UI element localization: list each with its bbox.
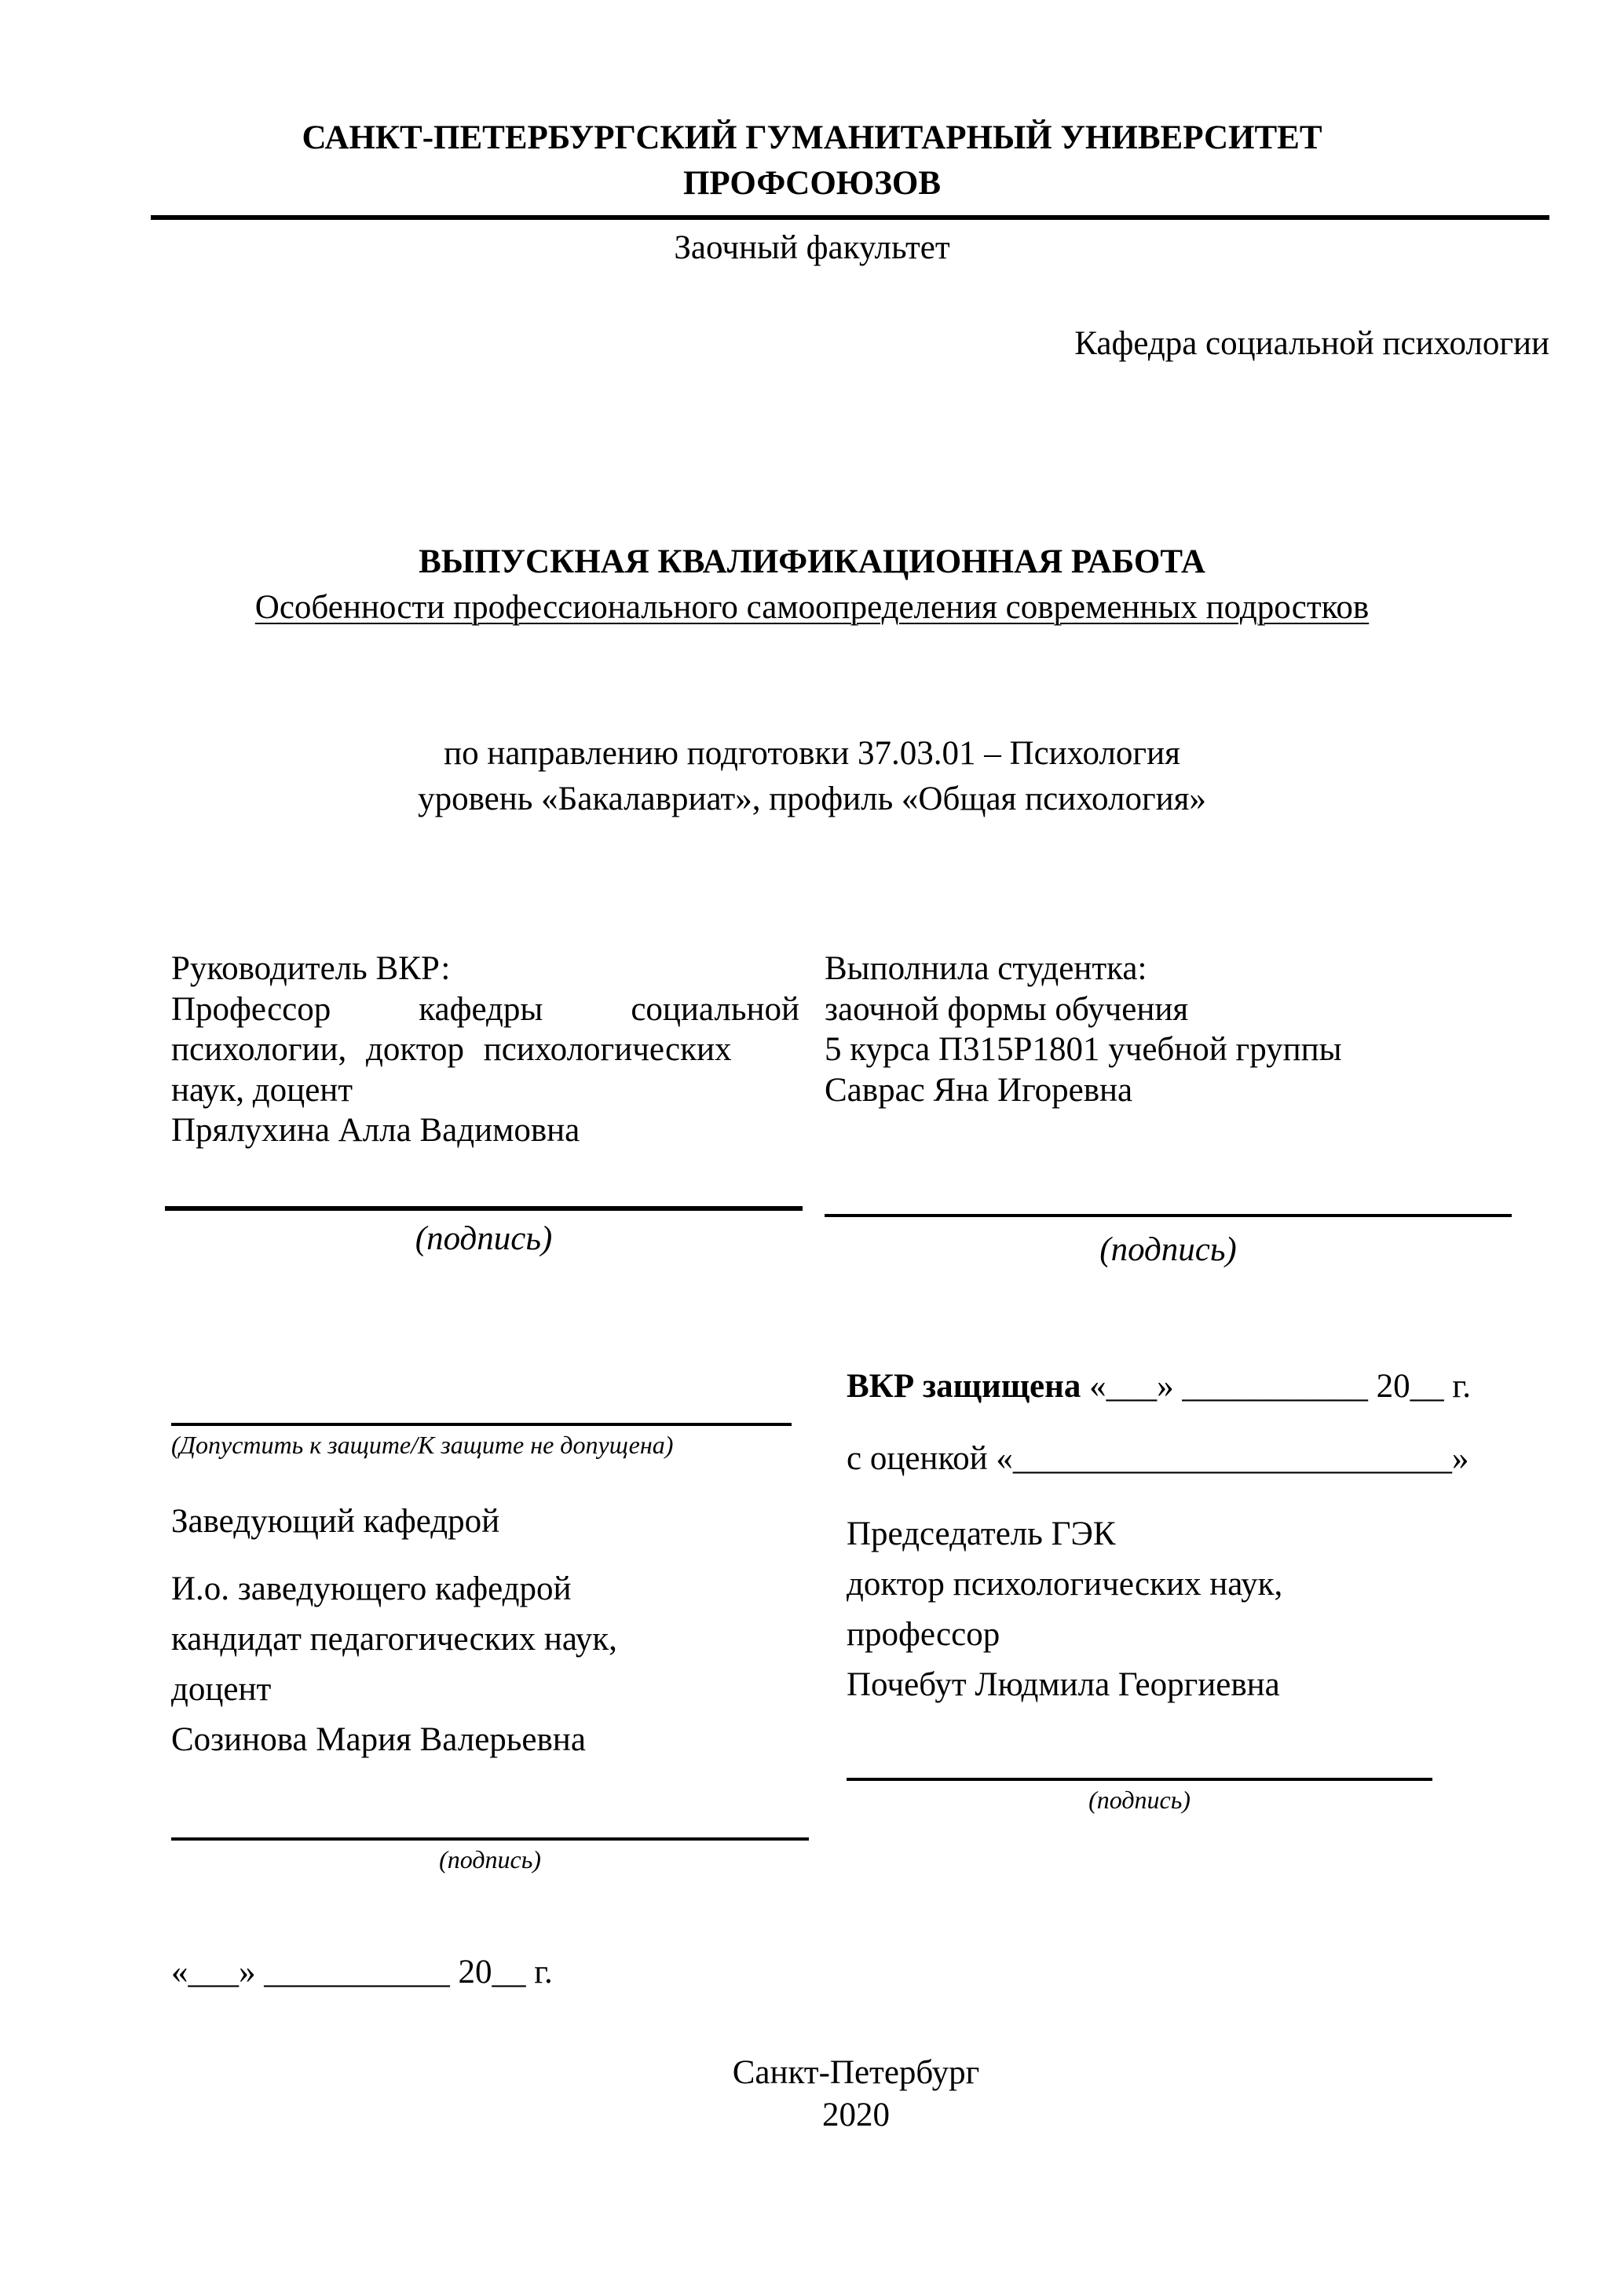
supervisor-signature-line[interactable] [165, 1206, 803, 1211]
admission-date-line[interactable]: «___» ___________ 20__ г. [171, 1954, 553, 1991]
head-block [171, 1564, 617, 1765]
supervisor-block [171, 949, 799, 1151]
student-block [825, 949, 1531, 1110]
admission-caption: (Допустить к защите/К защите не допущена) [171, 1431, 674, 1459]
university-name-line1: САНКТ-ПЕТЕРБУРГСКИЙ ГУМАНИТАРНЫЙ УНИВЕРСИТЕТ [302, 119, 1322, 156]
supervisor-position-word: Профессор [171, 990, 331, 1028]
head-position-line2: кандидат педагогических наук, [171, 1621, 617, 1658]
chair-signature-line[interactable] [847, 1778, 1432, 1781]
student-signature-caption: (подпись) [1099, 1231, 1237, 1268]
chair-position-line2: профессор [847, 1616, 1000, 1653]
head-name: Созинова Мария Валерьевна [171, 1721, 586, 1758]
student-signature-line[interactable] [825, 1214, 1512, 1217]
chair-signature-caption: (подпись) [1088, 1786, 1191, 1814]
supervisor-position-line1 [171, 989, 799, 1030]
head-position-line1: И.о. заведующего кафедрой [171, 1570, 572, 1607]
work-type-title: ВЫПУСКНАЯ КВАЛИФИКАЦИОННАЯ РАБОТА [419, 543, 1205, 580]
student-name: Саврас Яна Игоревна [825, 1071, 1133, 1109]
student-line1: заочной формы обучения [825, 990, 1189, 1028]
student-line2: 5 курса П315Р1801 учебной группы [825, 1031, 1342, 1069]
thesis-topic: Особенности профессионального самоопределения современных подростков [254, 589, 1370, 626]
chair-label: Председатель ГЭК [847, 1515, 1116, 1552]
university-name-line2: ПРОФСОЮЗОВ [682, 165, 942, 202]
supervisor-position-line2: психологии, доктор психологических [171, 1031, 732, 1069]
student-label: Выполнила студентка: [825, 950, 1147, 987]
head-position-line3: доцент [171, 1671, 272, 1708]
supervisor-position-word: кафедры [419, 990, 543, 1028]
defended-date[interactable]: «___» ___________ 20__ г. [1081, 1368, 1471, 1405]
faculty-label: Заочный факультет [674, 229, 950, 266]
chair-name: Почебут Людмила Георгиевна [847, 1666, 1280, 1703]
head-signature-caption: (подпись) [439, 1845, 541, 1874]
defended-label: ВКР защищена [847, 1368, 1081, 1405]
supervisor-label: Руководитель ВКР: [171, 950, 451, 987]
head-label: Заведующий кафедрой [171, 1503, 500, 1540]
supervisor-position-word: социальной [631, 990, 799, 1028]
footer-year: 2020 [822, 2097, 890, 2133]
direction-line2: уровень «Бакалавриат», профиль «Общая психология» [418, 781, 1206, 817]
footer-city: Санкт-Петербург [732, 2054, 980, 2091]
department-label: Кафедра социальной психологии [1074, 325, 1549, 362]
chair-position-line1: доктор психологических наук, [847, 1566, 1283, 1603]
chair-block [847, 1509, 1282, 1710]
supervisor-name: Прялухина Алла Вадимовна [171, 1112, 580, 1150]
supervisor-position-line3: наук, доцент [171, 1071, 353, 1109]
supervisor-signature-caption: (подпись) [415, 1220, 553, 1257]
grade-line[interactable]: с оценкой «__________________________» [847, 1440, 1469, 1477]
defense-date-row[interactable] [847, 1366, 1471, 1407]
direction-line1: по направлению подготовки 37.03.01 – Психология [444, 735, 1180, 772]
head-signature-line[interactable] [171, 1837, 809, 1841]
admission-decision-line[interactable] [171, 1423, 792, 1426]
header-divider [151, 215, 1549, 220]
